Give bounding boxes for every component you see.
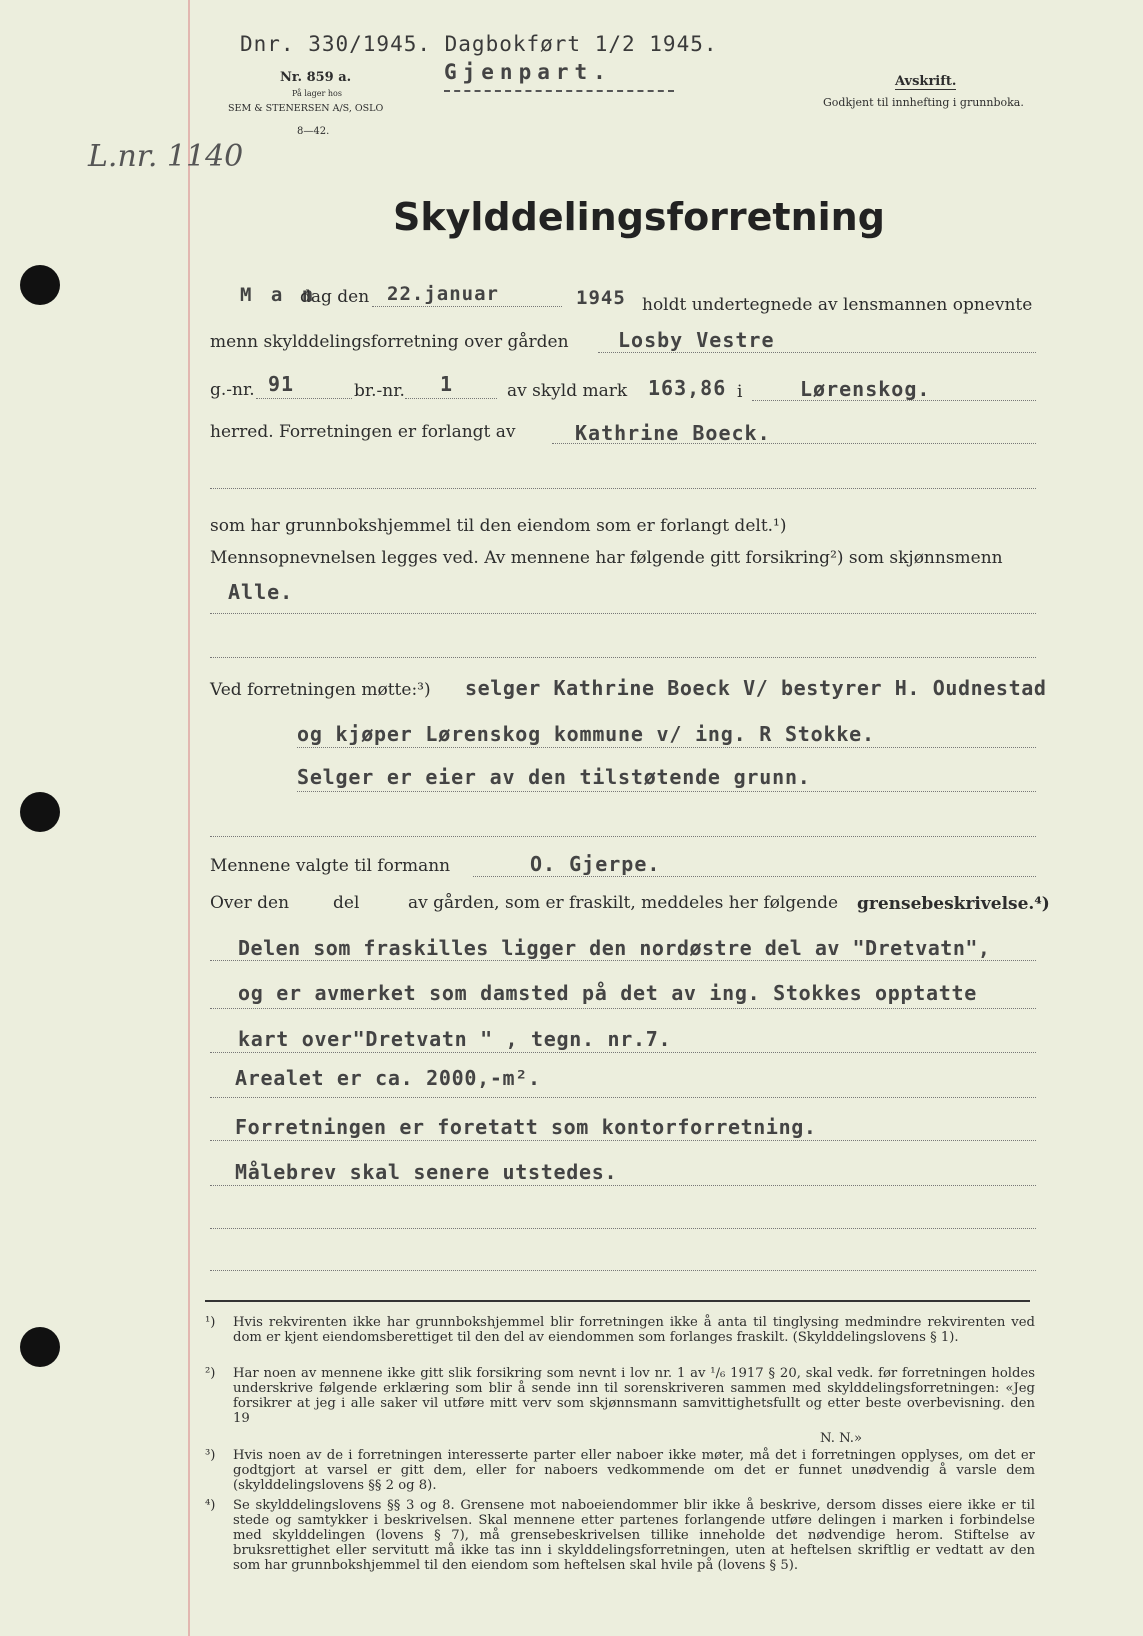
motte-line-3: Selger er eier av den tilstøtende grunn. (297, 765, 811, 789)
formann-line (473, 876, 1036, 877)
motte-label: Ved forretningen møtte:³) (210, 680, 431, 700)
margin-note: L.nr. 1140 (88, 139, 244, 174)
gnr-value: 91 (268, 372, 295, 396)
brnr-label: br.-nr. (354, 381, 405, 401)
description-line-5: Forretningen er foretatt som kontorforretning. (235, 1115, 817, 1139)
footnote-3 (205, 1448, 1035, 1493)
i-label: i (737, 382, 743, 402)
footnote-3-mark: ³) (205, 1448, 216, 1463)
printer-line-3: 8—42. (297, 126, 330, 137)
description-line-6: Målebrev skal senere utstedes. (235, 1160, 618, 1184)
footnote-rule (205, 1300, 1030, 1302)
weekday-typed: M a n (240, 284, 318, 306)
motte-underline-3 (297, 791, 1036, 792)
formann-value: O. Gjerpe. (530, 852, 661, 876)
godkjent-label: Godkjent til innhefting i grunnboka. (823, 96, 1024, 109)
desc-rule-5 (210, 1140, 1036, 1141)
footnote-2-signature (820, 1431, 920, 1446)
dag-den-label: dag den (300, 287, 370, 307)
footnote-1 (205, 1315, 1035, 1345)
date-line (372, 306, 562, 307)
margin-rule (188, 0, 190, 1636)
brnr-line (405, 398, 497, 399)
holdt-text: holdt undertegnede av lensmannen opnevnte (642, 295, 1033, 315)
menn-text: menn skylddelingsforretning over gården (210, 332, 569, 352)
year-value: 1945 (576, 287, 626, 309)
footnote-2 (205, 1366, 1035, 1426)
skyld-label: av skyld mark (507, 381, 628, 401)
formann-label: Mennene valgte til formann (210, 856, 451, 876)
desc-rule-1 (210, 960, 1036, 961)
desc-rule-6 (210, 1185, 1036, 1186)
del-label: del (333, 893, 360, 913)
gjenpart-underline (444, 90, 674, 92)
description-line-3: kart over"Dretvatn " , tegn. nr.7. (238, 1027, 672, 1051)
printer-line-2: SEM & STENERSEN A/S, OSLO (228, 103, 384, 114)
skyld-value: 163,86 (648, 376, 727, 400)
punch-hole-bottom (20, 1327, 60, 1367)
footnote-3-text: Hvis noen av de i forretningen interesserte parter eller naboer ikke møter, må det i forretningen opplyses, om det er godtgjort at varsel er gitt dem, eller for naboers vedkommende om det er funnet unødvendig å varsle dem (skylddelingslovens §§ 2 og 8). (233, 1448, 1035, 1493)
brnr-value: 1 (440, 372, 454, 396)
alle-value: Alle. (228, 580, 294, 604)
desc-rule-7 (210, 1228, 1036, 1229)
footnote-4-mark: ⁴) (205, 1498, 216, 1513)
motte-line-1: selger Kathrine Boeck V/ bestyrer H. Oudnestad (465, 676, 1047, 700)
requester-value: Kathrine Boeck. (575, 421, 771, 445)
gnr-label: g.-nr. (210, 380, 255, 400)
printer-line-1: På lager hos (292, 89, 342, 98)
av-garden-text: av gården, som er fraskilt, meddeles her følgende (408, 893, 839, 913)
mennsopp-text: Mennsopnevnelsen legges ved. Av mennene har følgende gitt forsikring²) som skjønnsmenn (210, 548, 1003, 568)
blank-line-4 (210, 836, 1036, 837)
desc-rule-3 (210, 1052, 1036, 1053)
motte-line-2: og kjøper Lørenskog kommune v/ ing. R Stokke. (297, 722, 875, 746)
gnr-line (256, 398, 352, 399)
form-number: Nr. 859 a. (280, 70, 352, 85)
description-line-4: Arealet er ca. 2000,-m². (235, 1066, 541, 1090)
dnr-line: Dnr. 330/1945. Dagbokført 1/2 1945. (240, 32, 718, 56)
farm-value: Losby Vestre (618, 328, 775, 352)
date-value: 22.januar (387, 283, 499, 305)
blank-line-3 (210, 657, 1036, 658)
over-den-label: Over den (210, 893, 290, 913)
desc-rule-4 (210, 1097, 1036, 1098)
gjenpart-label: Gjenpart. (444, 60, 612, 84)
footnote-1-text: Hvis rekvirenten ikke har grunnbokshjemmel blir forretningen ikke å anta til tinglysing medmindre rekvirenten ved dom er kjent eiendomsberettiget til den del av eiendommen som forlanges fraskilt. (Skylddelingslovens § 1). (233, 1315, 1035, 1345)
punch-hole-top (20, 265, 60, 305)
avskrift-label: Avskrift. (895, 74, 957, 89)
grensebeskrivelse-label: grensebeskrivelse.⁴) (857, 894, 1050, 914)
footnote-2-nn: N. N.» (820, 1431, 863, 1446)
farm-line (598, 352, 1036, 353)
footnote-2-text: Har noen av mennene ikke gitt slik forsikring som nevnt i lov nr. 1 av ¹/₆ 1917 § 20, skal vedk. før forretningen holdes underskrive følgende erklæring som blir å sende inn til sorenskriveren sammen med skylddelingsforretningen: «Jeg forsikrer at jeg i alle saker vil utføre mitt verv som skjønnsmann samvittighetsfullt og etter beste overbevisning. den 19 (233, 1366, 1035, 1426)
footnote-1-mark: ¹) (205, 1315, 216, 1330)
herred-text: herred. Forretningen er forlangt av (210, 422, 516, 442)
desc-rule-2 (210, 1008, 1036, 1009)
blank-line-2 (210, 613, 1036, 614)
description-line-2: og er avmerket som damsted på det av ing. Stokkes opptatte (238, 981, 977, 1005)
blank-line-1 (210, 488, 1036, 489)
desc-rule-8 (210, 1270, 1036, 1271)
document-title: Skylddelingsforretning (393, 195, 885, 239)
footnote-4 (205, 1498, 1035, 1573)
footnote-2-mark: ²) (205, 1366, 216, 1381)
footnote-4-text: Se skylddelingslovens §§ 3 og 8. Grensene mot naboeiendommer blir ikke å beskrive, dersom disses eiere ikke er til stede og samtykker i beskrivelsen. Skal mennene etter partenes forlangende utføre delingen i marken i forbindelse med skylddelingen (lovens § 7), må grensebeskrivelsen tillike inneholde det nødvendige herom. Stiftelse av bruksrettighet eller servitutt må ikke tas inn i skylddelingsforretningen, uten at heftelsen skriftlig er vedtatt av den som har grunnbokshjemmel til den eiendom som heftelsen skal hvile på (lovens § 5). (233, 1498, 1035, 1573)
grunnbok-text: som har grunnbokshjemmel til den eiendom som er forlangt delt.¹) (210, 516, 787, 536)
description-line-1: Delen som fraskilles ligger den nordøstre del av "Dretvatn", (238, 936, 991, 960)
municipality-value: Lørenskog. (800, 377, 931, 401)
motte-underline-2 (297, 747, 1036, 748)
punch-hole-middle (20, 792, 60, 832)
